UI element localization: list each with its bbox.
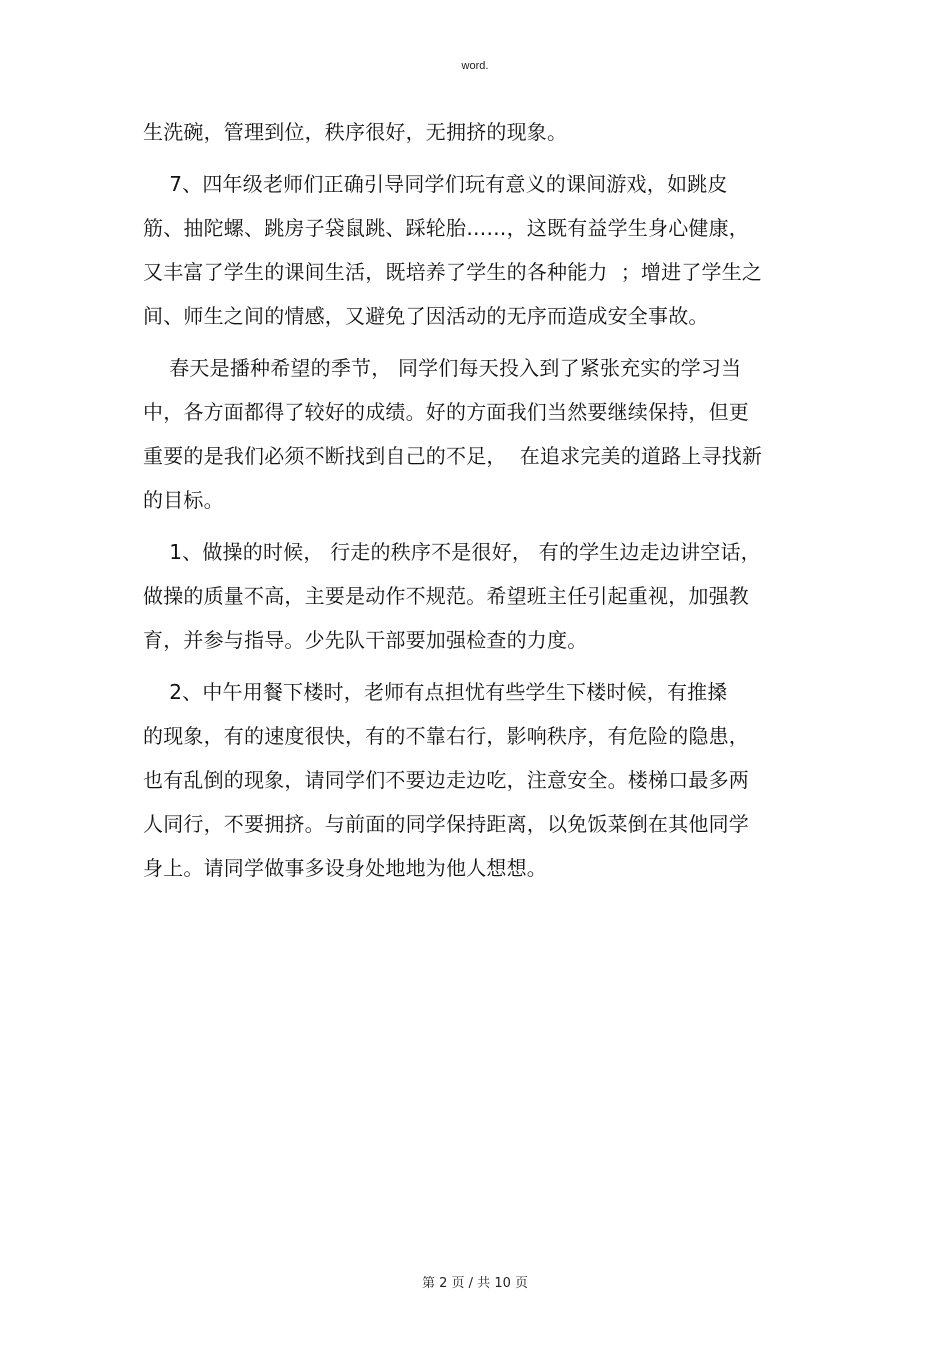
text-line: 也有乱倒的现象，请同学们不要边走边吃，注意安全。楼梯口最多两 — [143, 768, 749, 792]
text-line: 重要的是我们必须不断找到自己的不足， 在追求完美的道路上寻找新 — [143, 444, 763, 468]
text-line: 春天是播种希望的季节， 同学们每天投入到了紧张充实的学习当 — [143, 356, 742, 380]
page-footer: 第 2 页 / 共 10 页 — [422, 1276, 528, 1291]
paragraph — [143, 530, 803, 662]
text-line: 中，各方面都得了较好的成绩。好的方面我们当然要继续保持，但更 — [143, 400, 749, 424]
text-line: 育，并参与指导。少先队干部要加强检查的力度。 — [143, 628, 588, 652]
paragraph-gap — [143, 338, 803, 346]
text-line: 间、师生之间的情感，又避免了因活动的无序而造成安全事故。 — [143, 304, 709, 328]
text-line: 的目标。 — [143, 488, 224, 512]
paragraph-gap — [143, 522, 803, 530]
paragraph-gap — [143, 662, 803, 670]
text-line: 生洗碗，管理到位，秩序很好，无拥挤的现象。 — [143, 120, 568, 144]
paragraph — [143, 110, 803, 154]
paragraph — [143, 346, 803, 522]
text-line: 人同行，不要拥挤。与前面的同学保持距离，以免饭菜倒在其他同学 — [143, 812, 749, 836]
text-line: 身上。请同学做事多设身处地地为他人想想。 — [143, 856, 547, 880]
text-line: 筋、抽陀螺、跳房子袋鼠跳、踩轮胎……，这既有益学生身心健康， — [143, 216, 749, 240]
text-line: 7、四年级老师们正确引导同学们玩有意义的课间游戏，如跳皮 — [143, 172, 728, 196]
paragraph — [143, 162, 803, 338]
document-body — [143, 110, 803, 890]
paragraph — [143, 670, 803, 890]
text-line: 又丰富了学生的课间生活，既培养了学生的各种能力 ；增进了学生之 — [143, 260, 763, 284]
page-header: word. — [461, 60, 489, 72]
text-line: 1、做操的时候， 行走的秩序不是很好， 有的学生边走边讲空话， — [143, 540, 761, 564]
text-line: 2、中午用餐下楼时，老师有点担忧有些学生下楼时候，有推搡 — [143, 680, 728, 704]
paragraph-gap — [143, 154, 803, 162]
text-line: 做操的质量不高，主要是动作不规范。希望班主任引起重视，加强教 — [143, 584, 749, 608]
text-line: 的现象，有的速度很快，有的不靠右行，影响秩序，有危险的隐患， — [143, 724, 749, 748]
